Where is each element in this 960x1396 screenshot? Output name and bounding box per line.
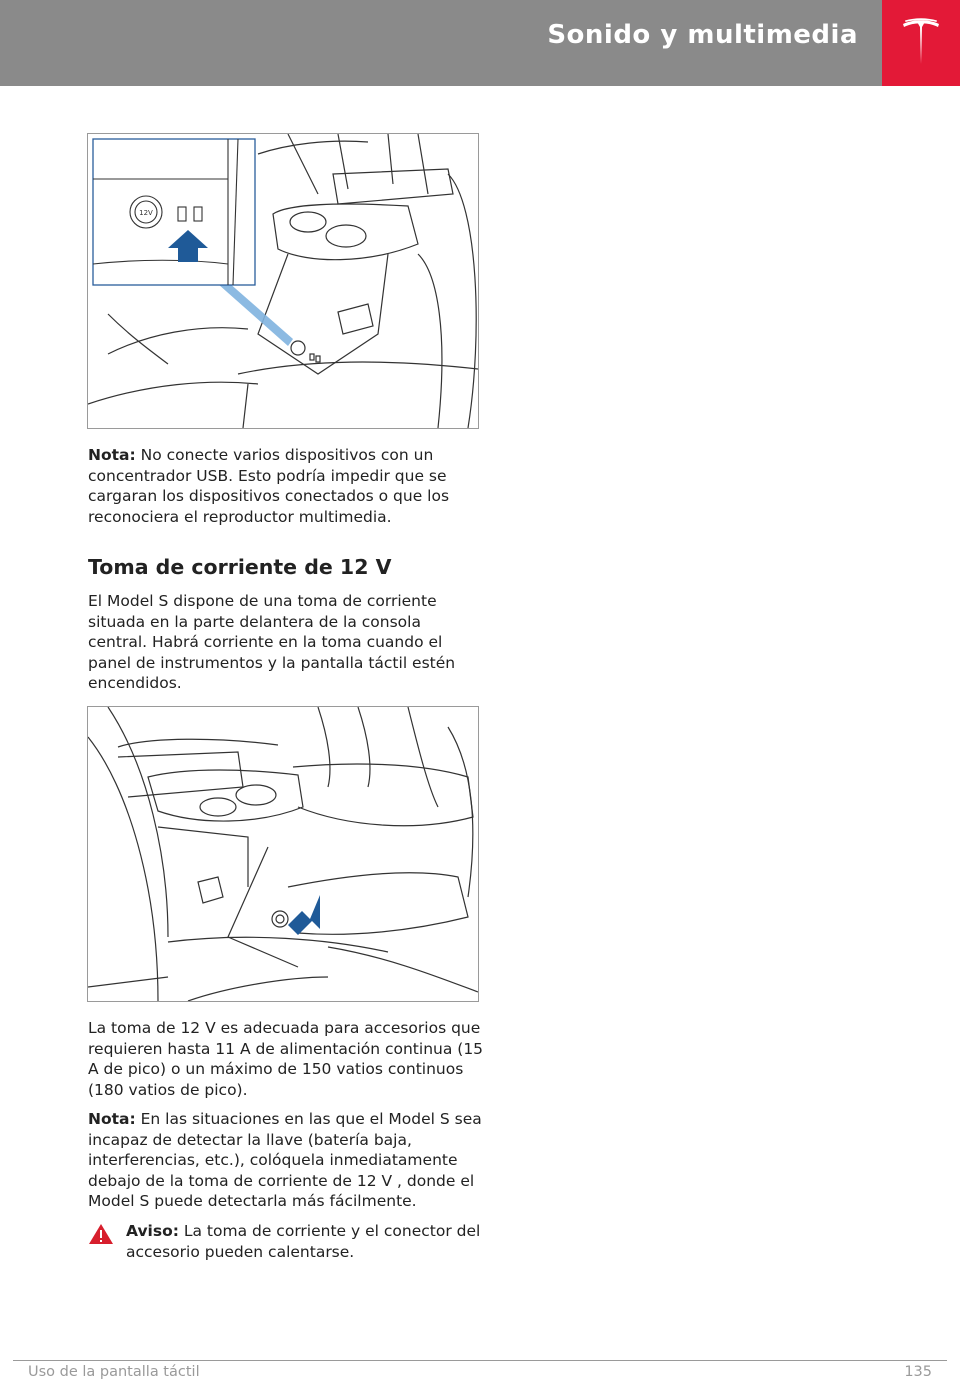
usb-ports-figure	[87, 133, 479, 429]
warning-label: Aviso:	[126, 1222, 179, 1240]
footer-divider	[13, 1360, 947, 1361]
tesla-logo-icon	[901, 18, 941, 66]
page-header	[0, 0, 960, 86]
brand-logo	[882, 0, 960, 86]
note-usb-hub	[88, 445, 484, 527]
warning-text	[126, 1221, 482, 1262]
section-intro: El Model S dispone de una toma de corriente situada en la parte delantera de la consola central. Habrá corriente en la toma cuando el panel de instrumentos y la pantalla táctil estén encendidos.	[88, 592, 456, 692]
footer-section: Uso de la pantalla táctil	[28, 1364, 200, 1380]
note-text: No conecte varios dispositivos con un concentrador USB. Esto podría impedir que se cargaran los dispositivos conectados o que los reconociera el reproductor multimedia.	[88, 446, 450, 526]
warning-triangle-icon	[88, 1223, 114, 1245]
power-socket-illustration	[88, 707, 478, 1001]
note-label: Nota:	[88, 1110, 136, 1128]
note-text: En las situaciones en las que el Model S sea incapaz de detectar la llave (batería baja, interferencias, etc.), colóquela inmediatamente debajo de la toma de corriente de 12 V , donde el Model S puede detectarla más fácilmente.	[88, 1110, 482, 1210]
page-number: 135	[904, 1364, 932, 1380]
socket-specs: La toma de 12 V es adecuada para accesorios que requieren hasta 11 A de alimentación continua (15 A de pico) o un máximo de 150 vatios continuos (180 vatios de pico).	[88, 1019, 484, 1099]
section-heading: Toma de corriente de 12 V	[88, 555, 392, 579]
warning-body: La toma de corriente y el conector del accesorio pueden calentarse.	[126, 1222, 481, 1261]
page-title: Sonido y multimedia	[547, 20, 858, 50]
inset-port-label: 12V	[139, 209, 153, 217]
usb-ports-illustration	[88, 134, 478, 428]
note-label: Nota:	[88, 446, 136, 464]
power-socket-figure	[87, 706, 479, 1002]
note-key-detection	[88, 1109, 484, 1212]
